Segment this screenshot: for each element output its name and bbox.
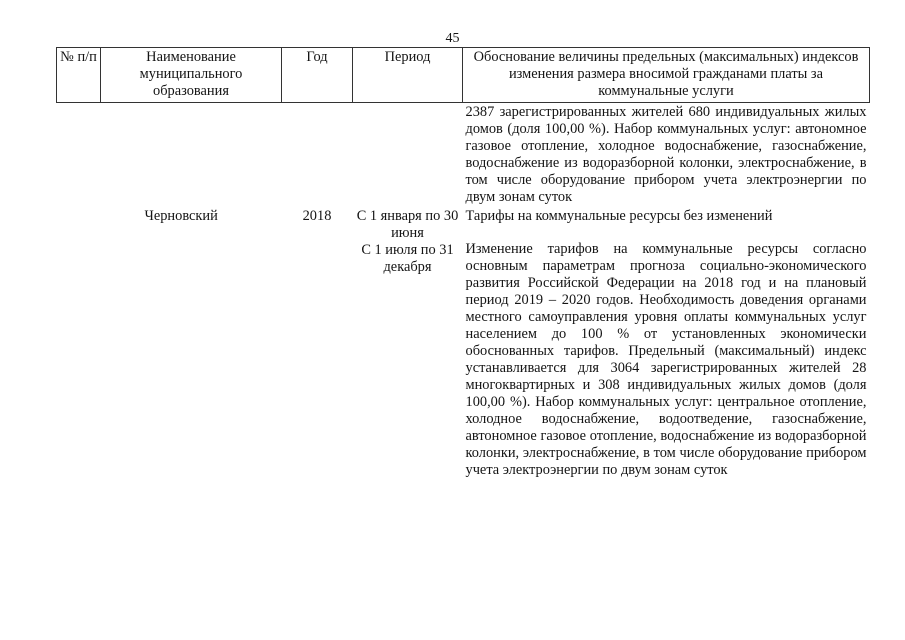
table-header-row (57, 48, 870, 103)
period-first-half: С 1 января по 30 июня (356, 208, 459, 241)
header-period: Период (353, 48, 463, 103)
basis-cell (463, 206, 870, 479)
page-number: 45 (445, 31, 460, 46)
row-year: 2018 (302, 208, 332, 224)
period-cell (353, 206, 463, 479)
period-second-half: С 1 июля по 31 декабря (361, 242, 454, 275)
header-basis: Обоснование величины предельных (максимальных) индексов изменения размера вносимой гражданами платы за коммунальные услуги (463, 48, 870, 103)
tariff-index-table (56, 47, 870, 479)
header-year: Год (282, 48, 353, 103)
municipality-name: Черновский (144, 208, 218, 224)
basis-continuation-text: 2387 зарегистрированных жителей 680 индивидуальных жилых домов (доля 100,00 %). Набор коммунальных услуг: автономное газовое отопление, холодное водоснабжение, газоснабжение, водоснабжение из водоразборной колонки, электроснабжение, в том числе оборудование прибором учета электроэнергии по двум зонам суток (465, 104, 867, 205)
header-num: № п/п (57, 48, 101, 103)
basis-first-half: Тарифы на коммунальные ресурсы без изменений (465, 208, 773, 224)
header-name: Наименование муниципального образования (101, 48, 282, 103)
table-row (57, 206, 870, 479)
basis-second-half: Изменение тарифов на коммунальные ресурсы согласно основным параметрам прогноза социально-экономического развития Российской Федерации на 2018 год и на плановый период 2019 – 2020 годов. Необходимость доведения органами местного самоуправления уровня оплаты коммунальных услуг населением до 100 % от установленных экономически обоснованных тарифов. Предельный (максимальный) индекс устанавливается для 3064 зарегистрированных жителей 28 многоквартирных и 308 индивидуальных жилых домов (доля 100,00 %). Набор коммунальных услуг: центральное отопление, холодное водоснабжение, водоотведение, газоснабжение, автономное газовое отопление, водоснабжение из водоразборной колонки, электроснабжение, в том числе оборудование прибором учета электроэнергии по двум зонам суток (465, 241, 867, 478)
table-row-continuation (57, 103, 870, 207)
